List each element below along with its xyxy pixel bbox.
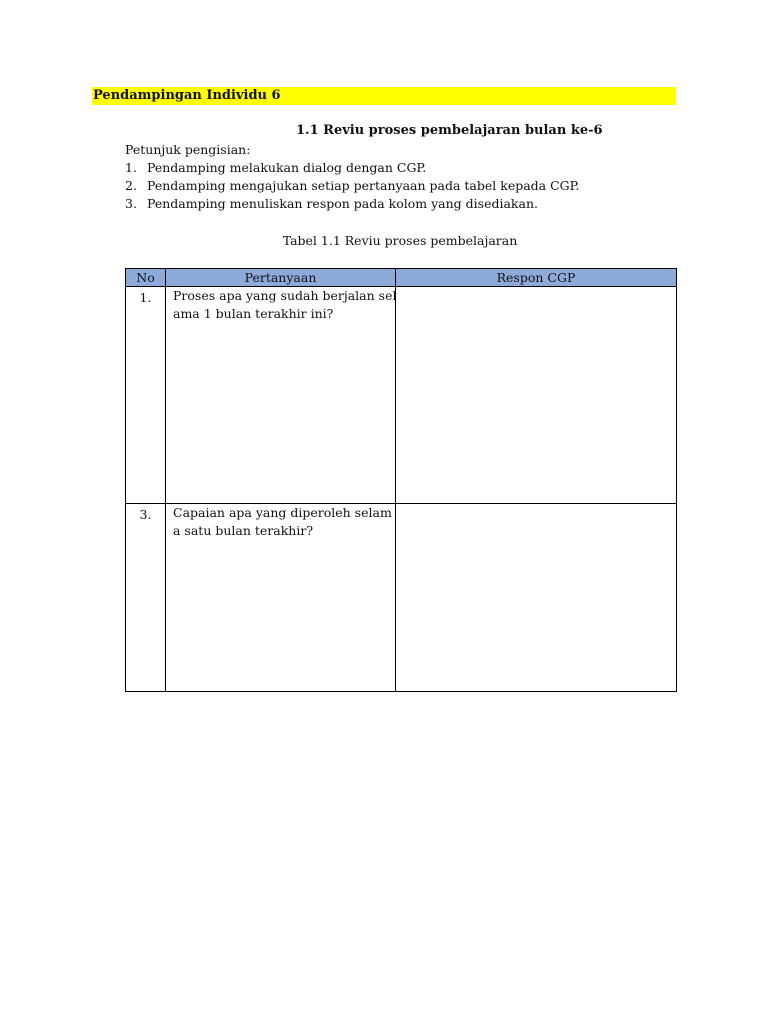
header-response: Respon CGP (396, 269, 677, 287)
response-cell[interactable] (396, 287, 677, 504)
list-item-text: Pendamping melakukan dialog dengan CGP. (147, 160, 427, 175)
list-item-text: Pendamping menuliskan respon pada kolom yang disediakan. (147, 196, 538, 211)
row-question (166, 504, 396, 692)
row-number: 1. (126, 287, 166, 504)
question-line: Proses apa yang sudah berjalan sel (173, 288, 397, 303)
row-question (166, 287, 396, 504)
header-no: No (126, 269, 166, 287)
list-item (125, 159, 580, 177)
list-item-number: 3. (125, 196, 137, 211)
table-header-row (126, 269, 677, 287)
section-title: 1.1 Reviu proses pembelajaran bulan ke-6 (296, 123, 603, 138)
document-heading (92, 87, 676, 105)
review-table (125, 268, 677, 692)
row-number: 3. (126, 504, 166, 692)
instructions-list (125, 159, 580, 213)
question-line: Capaian apa yang diperoleh selam (173, 505, 392, 520)
table-caption: Tabel 1.1 Reviu proses pembelajaran (282, 233, 518, 248)
list-item-text: Pendamping mengajukan setiap pertanyaan pada tabel kepada CGP. (147, 178, 580, 193)
question-line: ama 1 bulan terakhir ini? (173, 306, 334, 321)
table-row (126, 504, 677, 692)
question-line: a satu bulan terakhir? (173, 523, 314, 538)
response-cell[interactable] (396, 504, 677, 692)
instructions-block (125, 141, 580, 213)
table-row (126, 287, 677, 504)
list-item-number: 1. (125, 160, 137, 175)
list-item (125, 195, 580, 213)
heading-text: Pendampingan Individu 6 (93, 88, 281, 103)
list-item-number: 2. (125, 178, 137, 193)
header-question: Pertanyaan (166, 269, 396, 287)
list-item (125, 177, 580, 195)
instructions-label: Petunjuk pengisian: (125, 142, 251, 157)
